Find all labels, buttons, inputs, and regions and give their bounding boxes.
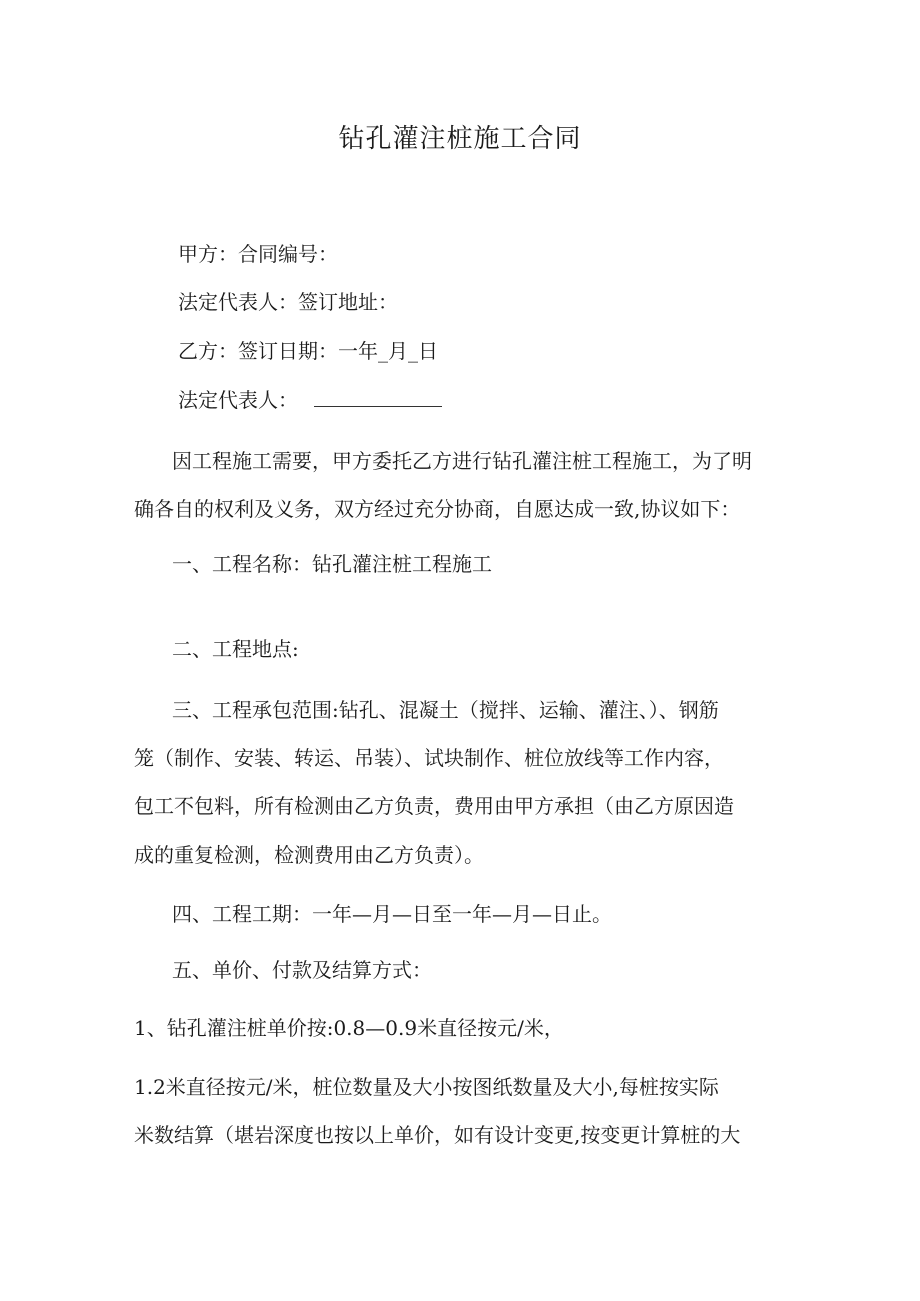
signature-blank [314,380,442,407]
section-scope-line-2: 笼（制作、安装、转运、吊装）、试块制作、桩位放线等工作内容， [134,746,724,770]
party-b-date-line: 乙方：签订日期：一年_月_日 [178,339,438,363]
section-project-location: 二、工程地点: [172,637,299,661]
intro-line-1: 因工程施工需要，甲方委托乙方进行钻孔灌注桩工程施工，为了明 [172,449,752,473]
legal-rep-label: 法定代表人： [178,388,298,412]
item-2-line-1: 1.2米直径按元/米，桩位数量及大小按图纸数量及大小,每桩按实际 [134,1075,719,1099]
legal-rep-address-line: 法定代表人：签订地址： [178,290,398,314]
section-scope-line-3: 包工不包料，所有检测由乙方负责，费用由甲方承担（由乙方原因造 [134,794,734,818]
section-payment: 五、单价、付款及结算方式： [172,958,432,982]
section-scope-line-4: 成的重复检测，检测费用由乙方负责）。 [134,843,484,867]
item-2-line-2: 米数结算（堪岩深度也按以上单价，如有设计变更,按变更计算桩的大 [134,1123,741,1147]
item-1-price: 1、钻孔灌注桩单价按:0.8—0.9米直径按元/米， [134,1016,564,1040]
party-a-line: 甲方：合同编号： [178,242,338,266]
section-duration: 四、工程工期：一年—月—日至一年—月—日止。 [172,902,612,926]
legal-rep-line [178,376,442,424]
document-title: 钻孔灌注桩施工合同 [338,124,582,154]
intro-line-2: 确各自的权利及义务，双方经过充分协商，自愿达成一致,协议如下： [134,497,741,521]
section-project-name: 一、工程名称：钻孔灌注桩工程施工 [172,552,492,576]
section-scope-line-1: 三、工程承包范围:钻孔、混凝土（搅拌、运输、灌注、）、钢筋 [172,698,719,722]
